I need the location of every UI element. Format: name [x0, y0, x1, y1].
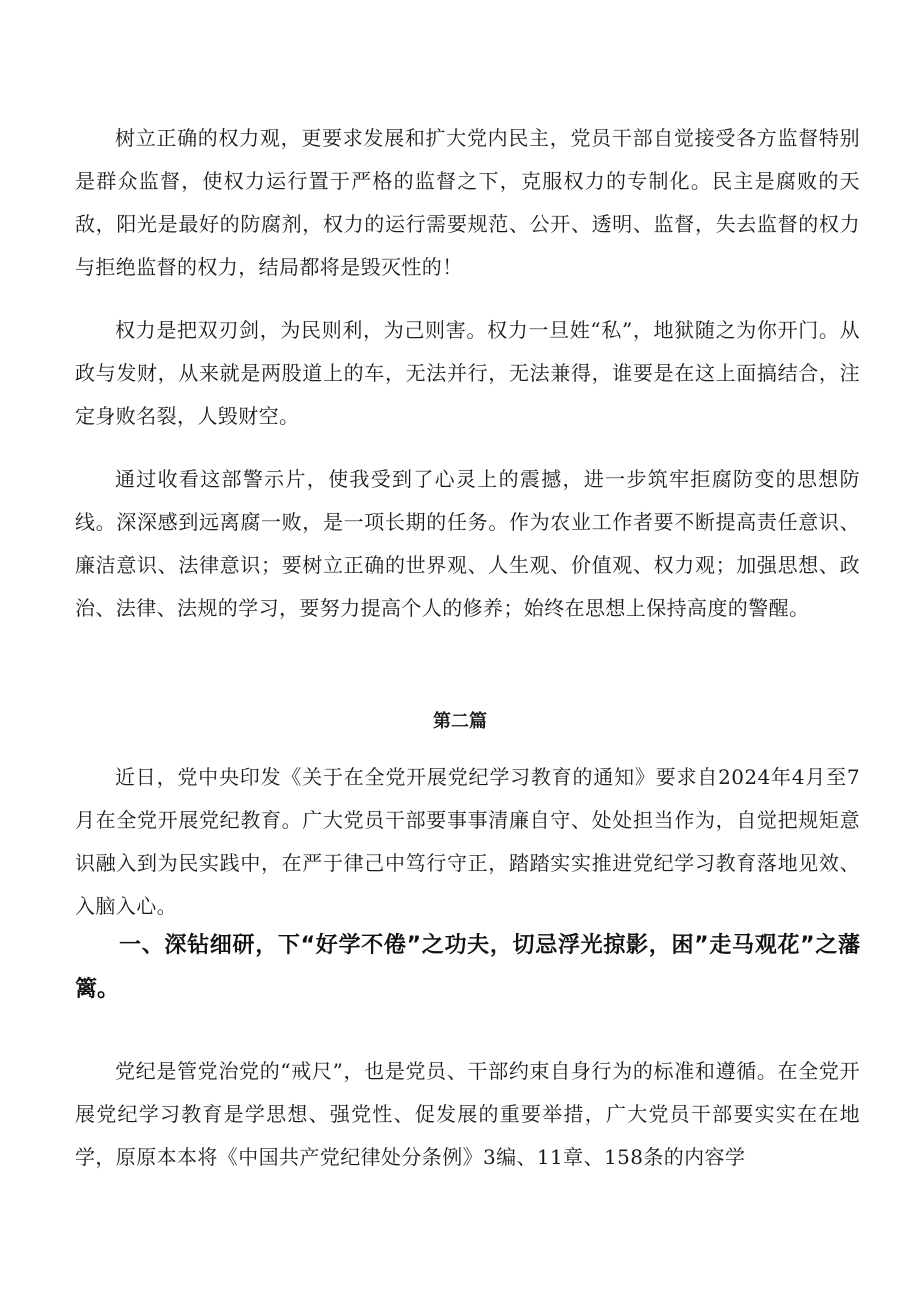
section-heading-study: 一、深钻细研，下“好学不倦”之功夫，切忌浮光掠影，困”走马观花”之藩篱。	[75, 933, 860, 1002]
paragraph-warning-film-reflection: 通过收看这部警示片，使我受到了心灵上的震撼，进一步筑牢拒腐防变的思想防线。深深感到远离腐一败，是一项长期的任务。作为农业工作者要不断提高责任意识、廉洁意识、法律意识；要树立正确的世界观、人生观、价值观、权力观；加强思想、政治、法律、法规的学习，要努力提高个人的修养；始终在思想上保持高度的警醒。	[75, 467, 860, 620]
section-title: 第二篇	[433, 711, 487, 732]
paragraph-discipline-education-notice: 近日，党中央印发《关于在全党开展党纪学习教育的通知》要求自2024年4月至7月在全党开展党纪教育。广大党员干部要事事清廉自守、处处担当作为，自觉把规矩意识融入到为民实践中，在严于律己中笃行守正，踏踏实实推进党纪学习教育落地见效、入脑入心。	[75, 765, 860, 918]
paragraph-double-edged-sword: 权力是把双刃剑，为民则利，为己则害。权力一旦姓“私”，地狱随之为你开门。从政与发财，从来就是两股道上的车，无法并行，无法兼得，谁要是在这上面搞结合，注定身败名裂，人毁财空。	[75, 318, 860, 428]
paragraph-power-supervision: 树立正确的权力观，更要求发展和扩大党内民主，党员干部自觉接受各方监督特别是群众监督，使权力运行置于严格的监督之下，克服权力的专制化。民主是腐败的天敌，阳光是最好的防腐剂，权力的运行需要规范、公开、透明、监督，失去监督的权力与拒绝监督的权力，结局都将是毁灭性的！	[75, 126, 860, 279]
paragraph-party-discipline-ruler: 党纪是管党治党的“戒尺”，也是党员、干部约束自身行为的标准和遵循。在全党开展党纪学习教育是学思想、强党性、促发展的重要举措，广大党员干部要实实在在地学，原原本本将《中国共产党纪律处分条例》3编、11章、158条的内容学	[75, 1059, 860, 1169]
